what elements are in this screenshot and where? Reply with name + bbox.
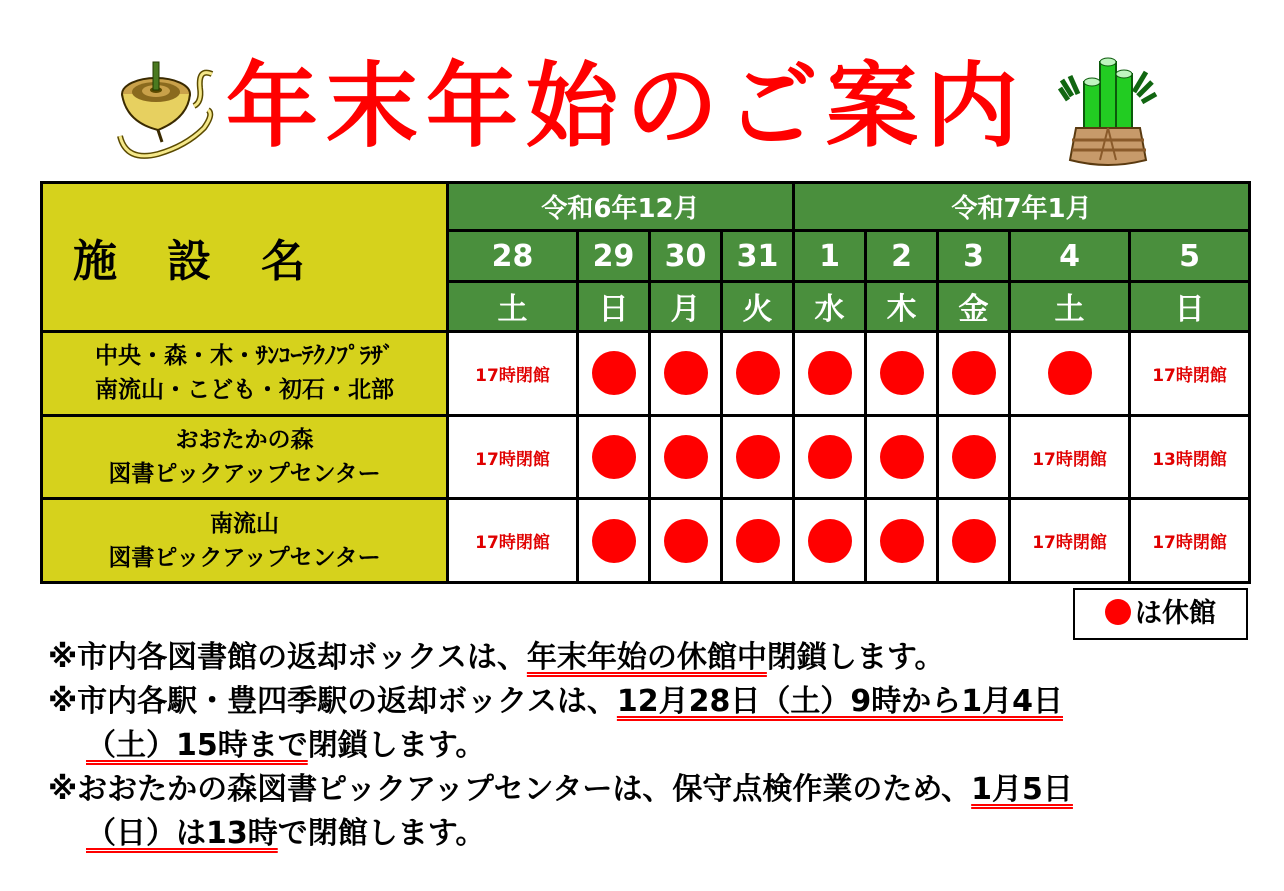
early-close-cell xyxy=(448,499,578,583)
early-close-cell xyxy=(1130,415,1250,499)
early-close-cell xyxy=(1010,415,1130,499)
closed-dot-icon xyxy=(664,435,708,479)
closed-dot-icon xyxy=(592,519,636,563)
note-text: で閉館します。 xyxy=(277,816,486,851)
closed-dot-icon xyxy=(736,435,780,479)
month-header: 令和7年1月 xyxy=(794,183,1250,231)
weekday-header: 日 xyxy=(578,281,650,331)
note-emphasis: （土）15時まで xyxy=(86,728,308,763)
closed-cell xyxy=(722,332,794,416)
legend-box xyxy=(1073,588,1248,640)
early-close-cell xyxy=(1010,499,1130,583)
date-header: 31 xyxy=(722,231,794,281)
facility-name xyxy=(42,415,448,499)
early-close-text: 17時閉館 xyxy=(475,449,550,470)
closed-cell xyxy=(938,332,1010,416)
note-1 xyxy=(48,636,1248,680)
early-close-text: 17時閉館 xyxy=(1032,533,1107,554)
early-close-cell xyxy=(1130,332,1250,416)
closed-dot-icon xyxy=(736,519,780,563)
page-title: 年末年始のご案内 xyxy=(226,53,1027,160)
weekday-header: 金 xyxy=(938,281,1010,331)
closed-cell xyxy=(722,499,794,583)
month-header: 令和6年12月 xyxy=(448,183,794,231)
date-header: 28 xyxy=(448,231,578,281)
closed-dot-icon xyxy=(880,519,924,563)
closed-dot-icon xyxy=(808,519,852,563)
note-text: ※おおたかの森図書ピックアップセンターは、保守点検作業のため、 xyxy=(48,772,972,807)
closed-dot-icon xyxy=(664,519,708,563)
notes xyxy=(48,636,1248,856)
closed-dot-icon xyxy=(808,351,852,395)
early-close-text: 17時閉館 xyxy=(475,533,550,554)
note-text: 閉鎖します。 xyxy=(766,640,945,675)
table-row xyxy=(42,332,1250,416)
note-emphasis: （日）は13時 xyxy=(86,816,278,851)
closing-schedule-table xyxy=(40,181,1251,584)
facility-name-line: 図書ピックアップセンター xyxy=(108,544,381,571)
weekday-header: 日 xyxy=(1130,281,1250,331)
date-header: 2 xyxy=(866,231,938,281)
closed-cell xyxy=(794,415,866,499)
facility-name xyxy=(42,499,448,583)
note-emphasis: 12月28日（土）9時から1月4日 xyxy=(616,684,1063,719)
note-text: 閉鎖します。 xyxy=(307,728,486,763)
weekday-header: 水 xyxy=(794,281,866,331)
note-3-cont xyxy=(48,812,1248,856)
closed-cell xyxy=(866,332,938,416)
facility-name-line: 南流山・こども・初石・北部 xyxy=(95,377,394,404)
closed-dot-icon xyxy=(1048,351,1092,395)
facility-name-header: 施設名 xyxy=(42,183,448,332)
date-header: 3 xyxy=(938,231,1010,281)
closed-dot-icon xyxy=(880,435,924,479)
closed-cell xyxy=(650,499,722,583)
closed-dot-icon xyxy=(664,351,708,395)
early-close-text: 17時閉館 xyxy=(1152,365,1227,386)
early-close-cell xyxy=(448,332,578,416)
facility-name-line: 中央・森・木・ｻﾝｺｰﾃｸﾉﾌﾟﾗｻﾞ xyxy=(95,343,394,370)
early-close-cell xyxy=(1130,499,1250,583)
early-close-text: 17時閉館 xyxy=(1032,449,1107,470)
note-3 xyxy=(48,768,1248,812)
closed-cell xyxy=(722,415,794,499)
closed-cell xyxy=(578,499,650,583)
closed-cell xyxy=(938,499,1010,583)
early-close-text: 13時閉館 xyxy=(1152,449,1227,470)
weekday-header: 月 xyxy=(650,281,722,331)
weekday-header: 火 xyxy=(722,281,794,331)
spinning-top-icon xyxy=(112,58,224,166)
early-close-cell xyxy=(448,415,578,499)
closed-dot-icon xyxy=(952,351,996,395)
closed-dot-icon xyxy=(592,351,636,395)
note-text: ※市内各図書館の返却ボックスは、 xyxy=(48,640,527,675)
kadomatsu-icon xyxy=(1058,42,1158,168)
closed-cell xyxy=(938,415,1010,499)
note-2 xyxy=(48,680,1248,724)
facility-name xyxy=(42,332,448,416)
weekday-header: 土 xyxy=(1010,281,1130,331)
closed-cell xyxy=(866,499,938,583)
facility-name-line: おおたかの森 xyxy=(175,427,314,454)
closed-dot-icon xyxy=(592,435,636,479)
table-row xyxy=(42,499,1250,583)
weekday-header: 木 xyxy=(866,281,938,331)
date-header: 1 xyxy=(794,231,866,281)
closed-dot-icon xyxy=(952,519,996,563)
note-text: ※市内各駅・豊四季駅の返却ボックスは、 xyxy=(48,684,617,719)
date-header: 30 xyxy=(650,231,722,281)
early-close-text: 17時閉館 xyxy=(475,365,550,386)
closed-cell xyxy=(650,332,722,416)
table-row xyxy=(42,415,1250,499)
closed-dot-icon xyxy=(736,351,780,395)
closed-cell xyxy=(650,415,722,499)
closed-cell xyxy=(866,415,938,499)
closed-cell xyxy=(1010,332,1130,416)
closed-cell xyxy=(578,332,650,416)
weekday-header: 土 xyxy=(448,281,578,331)
legend-text: は休館 xyxy=(1135,598,1216,629)
note-emphasis: 1月5日 xyxy=(971,772,1073,807)
closed-dot-icon xyxy=(1105,599,1131,625)
closed-cell xyxy=(794,332,866,416)
date-header: 29 xyxy=(578,231,650,281)
note-emphasis: 年末年始の休館中 xyxy=(526,640,767,675)
facility-name-line: 図書ピックアップセンター xyxy=(108,461,381,488)
closed-dot-icon xyxy=(880,351,924,395)
closed-cell xyxy=(578,415,650,499)
closed-cell xyxy=(794,499,866,583)
closed-dot-icon xyxy=(808,435,852,479)
date-header: 4 xyxy=(1010,231,1130,281)
date-header: 5 xyxy=(1130,231,1250,281)
facility-name-line: 南流山 xyxy=(210,510,279,537)
early-close-text: 17時閉館 xyxy=(1152,533,1227,554)
closed-dot-icon xyxy=(952,435,996,479)
note-2-cont xyxy=(48,724,1248,768)
